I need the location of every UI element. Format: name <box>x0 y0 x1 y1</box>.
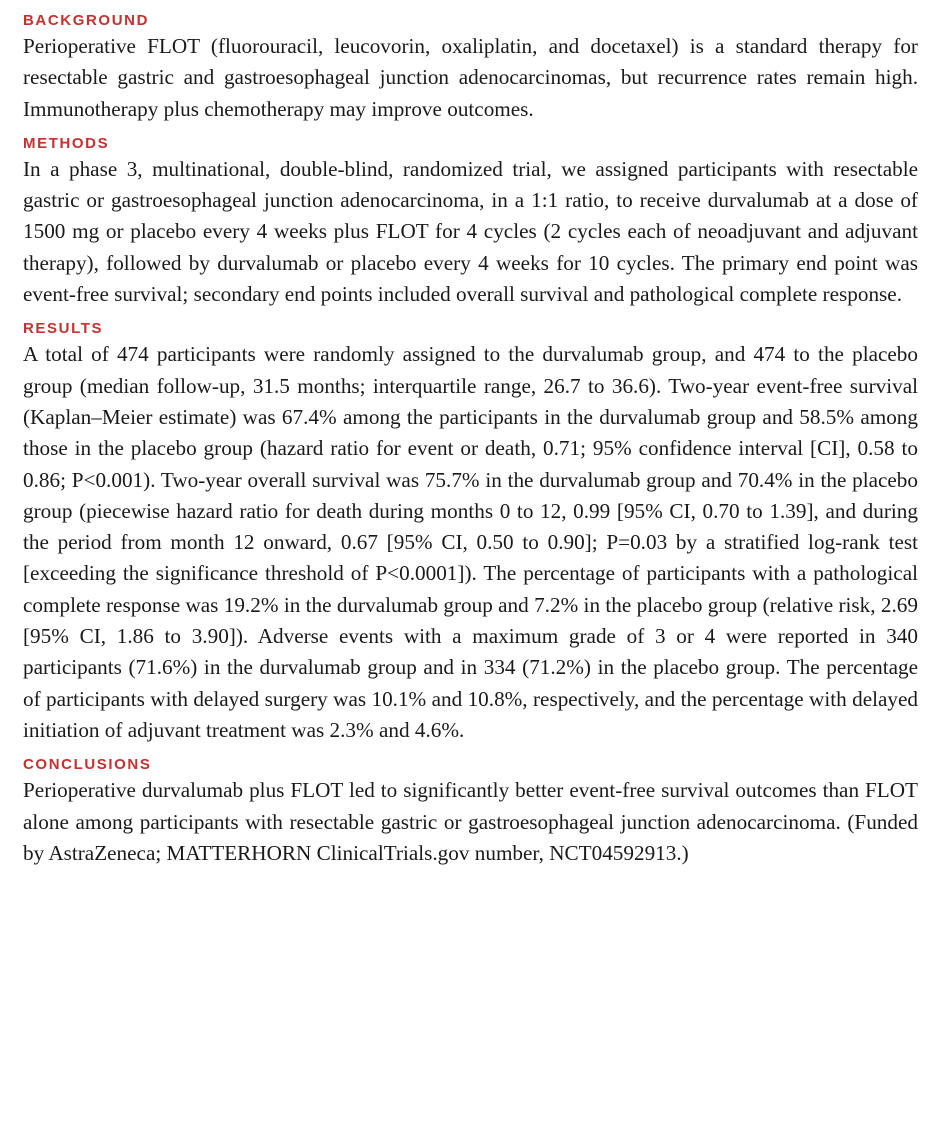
methods-heading: METHODS <box>23 134 110 152</box>
conclusions-heading: CONCLUSIONS <box>23 756 152 774</box>
results-section <box>23 318 918 746</box>
background-section <box>23 10 918 125</box>
background-body: Perioperative FLOT (fluorouracil, leucovorin, oxaliplatin, and docetaxel) is a standard therapy for resectable gastric and gastroesophageal junction adenocarcinomas, but recurrence rates remain high. Immunotherapy plus chemotherapy may improve outcomes. <box>23 34 918 121</box>
methods-body: In a phase 3, multinational, double-blind, randomized trial, we assigned participants with resectable gastric or gastroesophageal junction adenocarcinoma, in a 1:1 ratio, to receive durvalumab at a dose of 1500 mg or placebo every 4 weeks plus FLOT for 4 cycles (2 cycles each of neoadjuvant and adjuvant therapy), followed by durvalumab or placebo every 4 weeks for 10 cycles. The primary end point was event-free survival; secondary end points included overall survival and pathological complete response. <box>23 156 918 307</box>
results-heading: RESULTS <box>23 320 104 338</box>
conclusions-body: Perioperative durvalumab plus FLOT led to significantly better event-free survival outcomes than FLOT alone among participants with resectable gastric or gastroesophageal junction adenocarcinoma. (Funded by AstraZeneca; MATTERHORN ClinicalTrials.gov number, NCT04592913.) <box>23 778 918 865</box>
methods-section <box>23 133 918 310</box>
background-heading: BACKGROUND <box>23 12 149 29</box>
results-body: A total of 474 participants were randomly assigned to the durvalumab group, and 474 to the placebo group (median follow-up, 31.5 months; interquartile range, 26.7 to 36.6). Two-year event-free survival (Kaplan–Meier estimate) was 67.4% among the participants in the durvalumab group and 58.5% among those in the placebo group (hazard ratio for event or death, 0.71; 95% confidence interval [CI], 0.58 to 0.86; P<0.001). Two-year overall survival was 75.7% in the durvalumab group and 70.4% in the placebo group (piecewise hazard ratio for death during months 0 to 12, 0.99 [95% CI, 0.70 to 1.39], and during the period from month 12 onward, 0.67 [95% CI, 0.50 to 0.90]; P=0.03 by a stratified log-rank test [exceeding the significance threshold of P<0.0001]). The percentage of participants with a pathological complete response was 19.2% in the durvalumab group and 7.2% in the placebo group (relative risk, 2.69 [95% CI, 1.86 to 3.90]). Adverse events with a maximum grade of 3 or 4 were reported in 340 participants (71.6%) in the durvalumab group and in 334 (71.2%) in the placebo group. The percentage of participants with delayed surgery was 10.1% and 10.8%, respectively, and the percentage with delayed initiation of adjuvant treatment was 2.3% and 4.6%. <box>23 342 918 742</box>
conclusions-section <box>23 754 918 869</box>
